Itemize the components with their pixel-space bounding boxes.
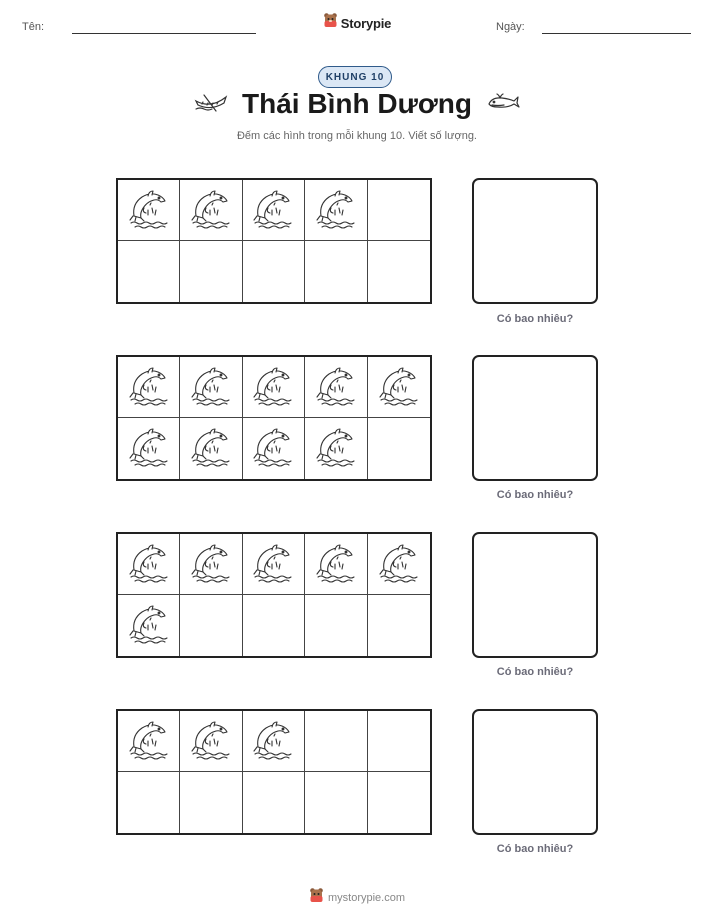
brand-header	[0, 12, 714, 34]
canoe-icon	[194, 92, 228, 117]
frame-cell	[180, 772, 242, 833]
dolphin-icon	[128, 424, 170, 473]
name-label: Tên:	[22, 21, 45, 33]
frame-cell	[305, 180, 367, 241]
dolphin-icon	[315, 363, 357, 412]
answer-box-1[interactable]	[472, 178, 598, 304]
frame-cell	[368, 772, 430, 833]
frame-cell	[243, 534, 305, 595]
frame-cell	[243, 772, 305, 833]
ten-frame-4	[116, 709, 432, 835]
frame-cell	[368, 180, 430, 241]
frame-cell	[118, 595, 180, 656]
dolphin-icon	[190, 186, 232, 235]
dolphin-icon	[378, 540, 420, 589]
frame-cell	[118, 241, 180, 302]
dolphin-icon	[315, 424, 357, 473]
answer-box-2[interactable]	[472, 355, 598, 481]
frame-cell	[368, 357, 430, 418]
dolphin-icon	[190, 717, 232, 766]
dolphin-icon	[252, 540, 294, 589]
instructions: Đếm các hình trong mỗi khung 10. Viết số lượng.	[236, 130, 477, 142]
frame-cell	[368, 241, 430, 302]
date-line[interactable]	[542, 33, 691, 34]
dolphin-icon	[378, 363, 420, 412]
dolphin-icon	[315, 186, 357, 235]
frame-cell	[305, 357, 367, 418]
footer	[0, 887, 714, 909]
date-label: Ngày:	[496, 21, 525, 33]
title-row	[0, 88, 714, 120]
frame-cell	[180, 357, 242, 418]
ten-frame-3	[116, 532, 432, 658]
dolphin-icon	[128, 540, 170, 589]
frame-cell	[305, 534, 367, 595]
frame-cell	[243, 180, 305, 241]
frame-cell	[305, 241, 367, 302]
whale-icon	[486, 92, 520, 117]
frame-cell	[118, 711, 180, 772]
question-label-3: Có bao nhiêu?	[496, 666, 574, 678]
dolphin-icon	[128, 363, 170, 412]
frame-cell	[368, 418, 430, 479]
dolphin-icon	[128, 601, 170, 650]
frame-cell	[243, 711, 305, 772]
frame-cell	[180, 241, 242, 302]
dolphin-icon	[190, 540, 232, 589]
frame-cell	[118, 418, 180, 479]
frame-cell	[180, 711, 242, 772]
ten-frame-1	[116, 178, 432, 304]
dolphin-icon	[190, 424, 232, 473]
dolphin-icon	[128, 186, 170, 235]
frame-cell	[118, 534, 180, 595]
brand-name: Storypie	[340, 15, 392, 31]
page-title: Thái Bình Dương	[242, 88, 472, 119]
frame-cell	[368, 711, 430, 772]
question-label-1: Có bao nhiêu?	[496, 313, 574, 325]
frame-cell	[118, 772, 180, 833]
frame-cell	[243, 595, 305, 656]
dolphin-icon	[315, 540, 357, 589]
frame-cell	[305, 772, 367, 833]
frame-cell	[118, 357, 180, 418]
frame-cell	[243, 241, 305, 302]
dolphin-icon	[252, 717, 294, 766]
frame-cell	[180, 180, 242, 241]
dolphin-icon	[252, 424, 294, 473]
frame-cell	[305, 595, 367, 656]
ten-frame-badge: KHUNG 10	[318, 66, 392, 88]
frame-cell	[305, 711, 367, 772]
frame-cell	[180, 418, 242, 479]
footer-url[interactable]: mystorypie.com	[327, 892, 406, 904]
question-label-2: Có bao nhiêu?	[496, 489, 574, 501]
question-label-4: Có bao nhiêu?	[496, 843, 574, 855]
frame-cell	[243, 418, 305, 479]
bear-logo-icon	[323, 12, 338, 34]
frame-cell	[180, 534, 242, 595]
frame-cell	[243, 357, 305, 418]
bear-logo-icon	[309, 887, 324, 909]
frame-cell	[368, 595, 430, 656]
frame-cell	[118, 180, 180, 241]
dolphin-icon	[252, 363, 294, 412]
frame-cell	[368, 534, 430, 595]
frame-cell	[305, 418, 367, 479]
dolphin-icon	[190, 363, 232, 412]
frame-cell	[180, 595, 242, 656]
answer-box-4[interactable]	[472, 709, 598, 835]
dolphin-icon	[128, 717, 170, 766]
answer-box-3[interactable]	[472, 532, 598, 658]
dolphin-icon	[252, 186, 294, 235]
ten-frame-2	[116, 355, 432, 481]
